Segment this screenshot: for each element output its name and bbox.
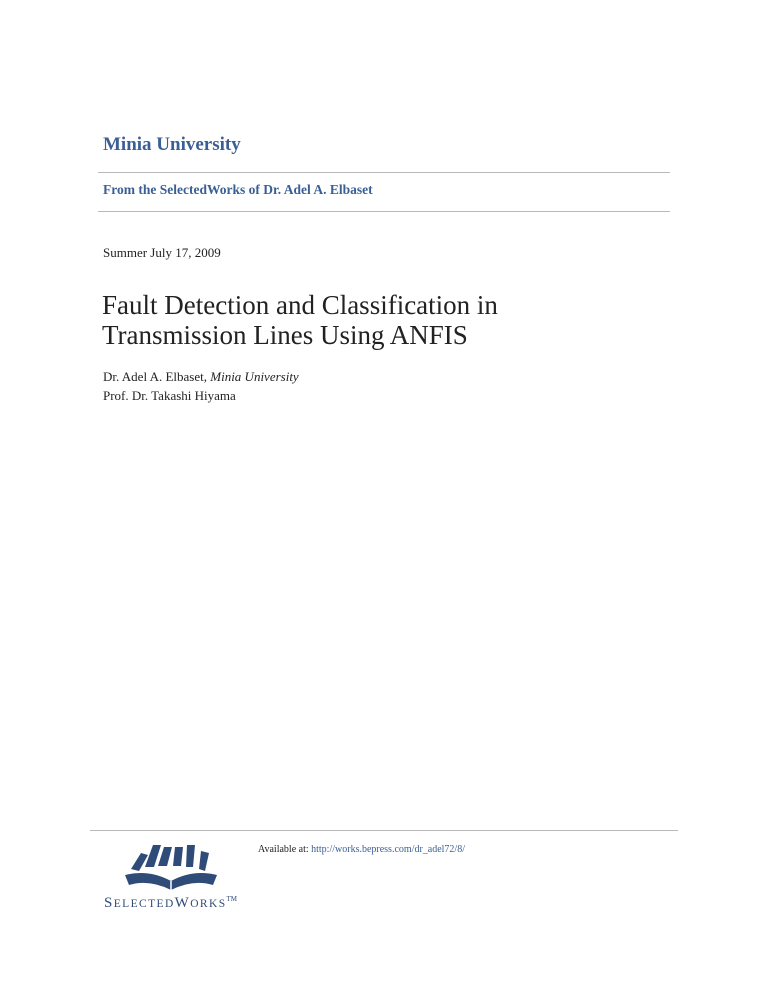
author-name: Prof. Dr. Takashi Hiyama [103,388,236,403]
divider [98,172,670,173]
selectedworks-wordmark: SELECTEDWORKS™ [104,895,237,911]
open-book-logo-icon [123,841,219,891]
author-affiliation: Minia University [210,369,299,384]
author-2 [103,388,236,404]
divider [98,211,670,212]
available-url-link[interactable]: http://works.bepress.com/dr_adel72/8/ [311,844,465,855]
institution-link[interactable]: Minia University [103,134,241,155]
author-name: Dr. Adel A. Elbaset [103,369,204,384]
author-1 [103,369,299,385]
paper-title: Fault Detection and Classification in Transmission Lines Using ANFIS [102,290,498,350]
available-label: Available at: [258,844,309,855]
collection-link[interactable]: From the SelectedWorks of Dr. Adel A. Elbaset [103,182,373,197]
footer-divider [90,830,678,831]
publication-date: Summer July 17, 2009 [103,245,221,260]
author-separator: , [203,369,211,384]
availability-note [258,844,465,855]
